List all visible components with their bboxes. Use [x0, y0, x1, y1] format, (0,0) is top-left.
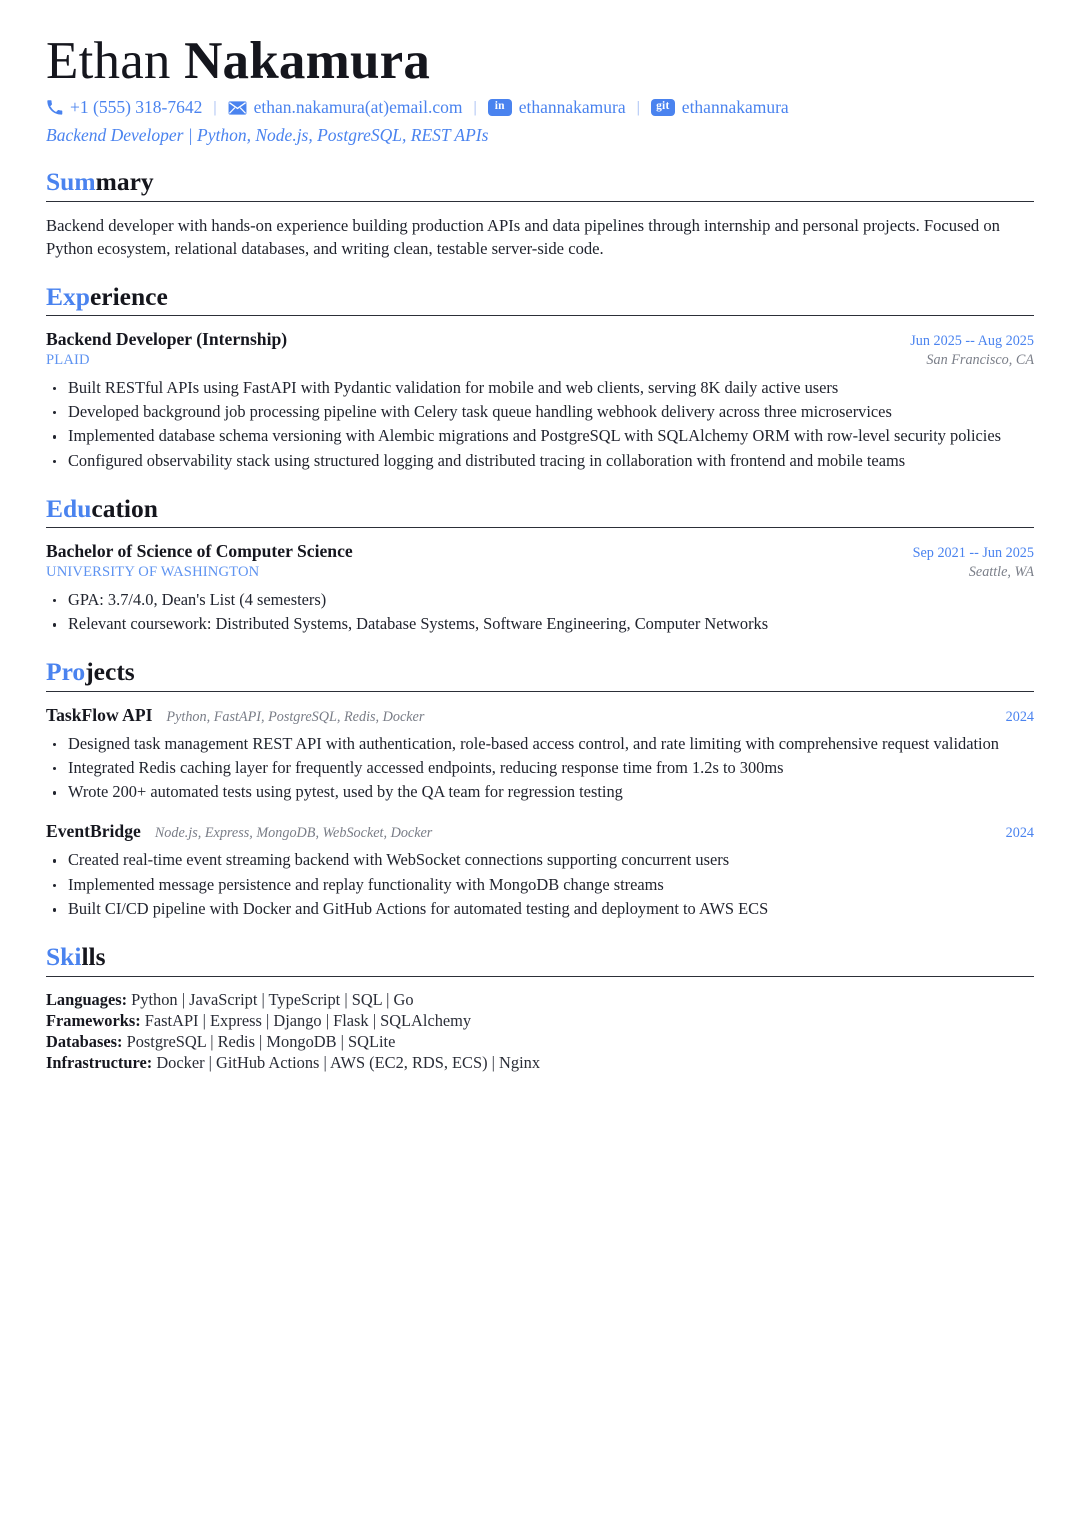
list-item: Implemented database schema versioning with Alembic migrations and PostgreSQL with SQLAlchemy ORM with row-level security policies [46, 425, 1034, 448]
professional-tagline: Backend Developer | Python, Node.js, PostgreSQL, REST APIs [46, 125, 489, 146]
skill-group [46, 1010, 1034, 1031]
candidate-name [46, 34, 1034, 89]
section-experience [46, 283, 1034, 473]
section-skills [46, 943, 1034, 1073]
section-title-rest: cation [91, 493, 158, 523]
university-name: UNIVERSITY OF WASHINGTON [46, 563, 260, 580]
section-title-rest: jects [85, 657, 135, 687]
section-title-accent: Sum [46, 167, 96, 197]
skill-group-values: Python | JavaScript | TypeScript | SQL | Go [131, 989, 414, 1009]
education-bullet-list [46, 589, 1034, 636]
skill-group [46, 1031, 1034, 1052]
project-header [46, 820, 1034, 843]
skill-group-values: Docker | GitHub Actions | AWS (EC2, RDS, ECS) | Nginx [156, 1053, 541, 1073]
section-rule [46, 315, 1034, 316]
section-title-accent: Exp [46, 281, 90, 311]
list-item: Designed task management REST API with authentication, role-based access control, and rate limiting with comprehensive request validation [46, 733, 1034, 756]
project-year: 2024 [1005, 708, 1034, 725]
contact-separator: | [213, 99, 217, 117]
skill-group-label: Languages: [46, 989, 128, 1009]
skill-group-values: PostgreSQL | Redis | MongoDB | SQLite [126, 1032, 396, 1052]
list-item: Wrote 200+ automated tests using pytest, used by the QA team for regression testing [46, 781, 1034, 804]
job-dates: Jun 2025 -- Aug 2025 [910, 333, 1034, 350]
list-item: Developed background job processing pipeline with Celery task queue handling webhook delivery across three microservices [46, 401, 1034, 424]
project-name: TaskFlow API [46, 704, 153, 725]
skill-group-label: Infrastructure: [46, 1053, 153, 1073]
section-rule [46, 976, 1034, 977]
section-education [46, 495, 1034, 636]
email-icon [228, 101, 247, 115]
skill-group [46, 989, 1034, 1010]
experience-entry [46, 328, 1034, 473]
linkedin-icon: in [488, 99, 512, 116]
list-item: Relevant coursework: Distributed Systems, Database Systems, Software Engineering, Computer Networks [46, 613, 1034, 636]
section-projects [46, 658, 1034, 921]
education-entry-subheader [46, 563, 1034, 583]
list-item: Implemented message persistence and replay functionality with MongoDB change streams [46, 874, 1034, 897]
list-item: Built CI/CD pipeline with Docker and GitHub Actions for automated testing and deployment to AWS ECS [46, 898, 1034, 921]
resume-header [46, 34, 1034, 146]
education-entry [46, 540, 1034, 636]
job-location: San Francisco, CA [926, 351, 1034, 368]
section-title-accent: Edu [46, 493, 92, 523]
section-title-rest: lls [81, 942, 106, 972]
linkedin-handle: ethannakamura [518, 97, 626, 118]
company-name: PLAID [46, 351, 90, 368]
section-rule [46, 201, 1034, 202]
education-entry-header [46, 540, 1034, 563]
list-item: Integrated Redis caching layer for frequently accessed endpoints, reducing response time from 1.2s to 300ms [46, 757, 1034, 780]
experience-entry-header [46, 328, 1034, 351]
list-item: Created real-time event streaming backend with WebSocket connections supporting concurrent users [46, 849, 1034, 872]
section-rule [46, 527, 1034, 528]
section-title-projects [46, 658, 1034, 687]
project-bullet-list [46, 849, 1034, 921]
project-name: EventBridge [46, 821, 141, 842]
last-name: Nakamura [184, 32, 431, 90]
contact-separator: | [636, 99, 640, 117]
section-title-rest: mary [95, 167, 154, 197]
contact-row [46, 97, 1034, 118]
skill-group-values: FastAPI | Express | Django | Flask | SQLAlchemy [144, 1010, 472, 1030]
section-title-rest: erience [89, 281, 168, 311]
skills-list [46, 989, 1034, 1074]
education-dates: Sep 2021 -- Jun 2025 [912, 545, 1034, 562]
github-handle: ethannakamura [681, 97, 789, 118]
job-bullet-list [46, 377, 1034, 473]
project-bullet-list [46, 733, 1034, 805]
contact-linkedin[interactable] [488, 97, 626, 118]
contact-phone[interactable] [46, 97, 202, 118]
contact-email[interactable] [228, 97, 463, 118]
phone-icon [46, 99, 63, 116]
contact-github[interactable] [651, 97, 789, 118]
section-summary [46, 168, 1034, 261]
list-item: GPA: 3.7/4.0, Dean's List (4 semesters) [46, 589, 1034, 612]
skill-group [46, 1052, 1034, 1073]
phone-number: +1 (555) 318-7642 [70, 97, 203, 118]
project-entry [46, 820, 1034, 921]
project-year: 2024 [1005, 825, 1034, 842]
github-icon: git [651, 99, 675, 116]
education-location: Seattle, WA [968, 563, 1034, 580]
experience-entry-subheader [46, 351, 1034, 371]
degree-title: Bachelor of Science of Computer Science [46, 541, 353, 562]
skill-group-label: Frameworks: [46, 1010, 141, 1030]
skill-group-label: Databases: [46, 1032, 123, 1052]
project-headline [46, 820, 432, 843]
contact-separator: | [473, 99, 477, 117]
section-title-accent: Ski [46, 942, 82, 972]
section-title-experience [46, 283, 1034, 312]
email-address: ethan.nakamura(at)email.com [253, 97, 463, 118]
summary-text: Backend developer with hands-on experience building production APIs and data pipelines through internship and personal projects. Focused on Python ecosystem, relational databases, and writing clean, testable server-side code. [46, 215, 1000, 259]
list-item: Built RESTful APIs using FastAPI with Pydantic validation for mobile and web clients, serving 8K daily active users [46, 377, 1034, 400]
project-headline [46, 704, 424, 727]
job-title: Backend Developer (Internship) [46, 329, 288, 350]
first-name: Ethan [46, 32, 171, 90]
section-title-education [46, 495, 1034, 524]
project-tech-stack: Python, FastAPI, PostgreSQL, Redis, Docker [166, 708, 425, 725]
project-tech-stack: Node.js, Express, MongoDB, WebSocket, Docker [154, 825, 433, 842]
section-rule [46, 691, 1034, 692]
section-title-accent: Pro [46, 657, 86, 687]
list-item: Configured observability stack using structured logging and distributed tracing in collaboration with frontend and mobile teams [46, 450, 1034, 473]
section-title-summary [46, 168, 1034, 197]
project-entry [46, 704, 1034, 805]
section-title-skills [46, 943, 1034, 972]
project-header [46, 704, 1034, 727]
